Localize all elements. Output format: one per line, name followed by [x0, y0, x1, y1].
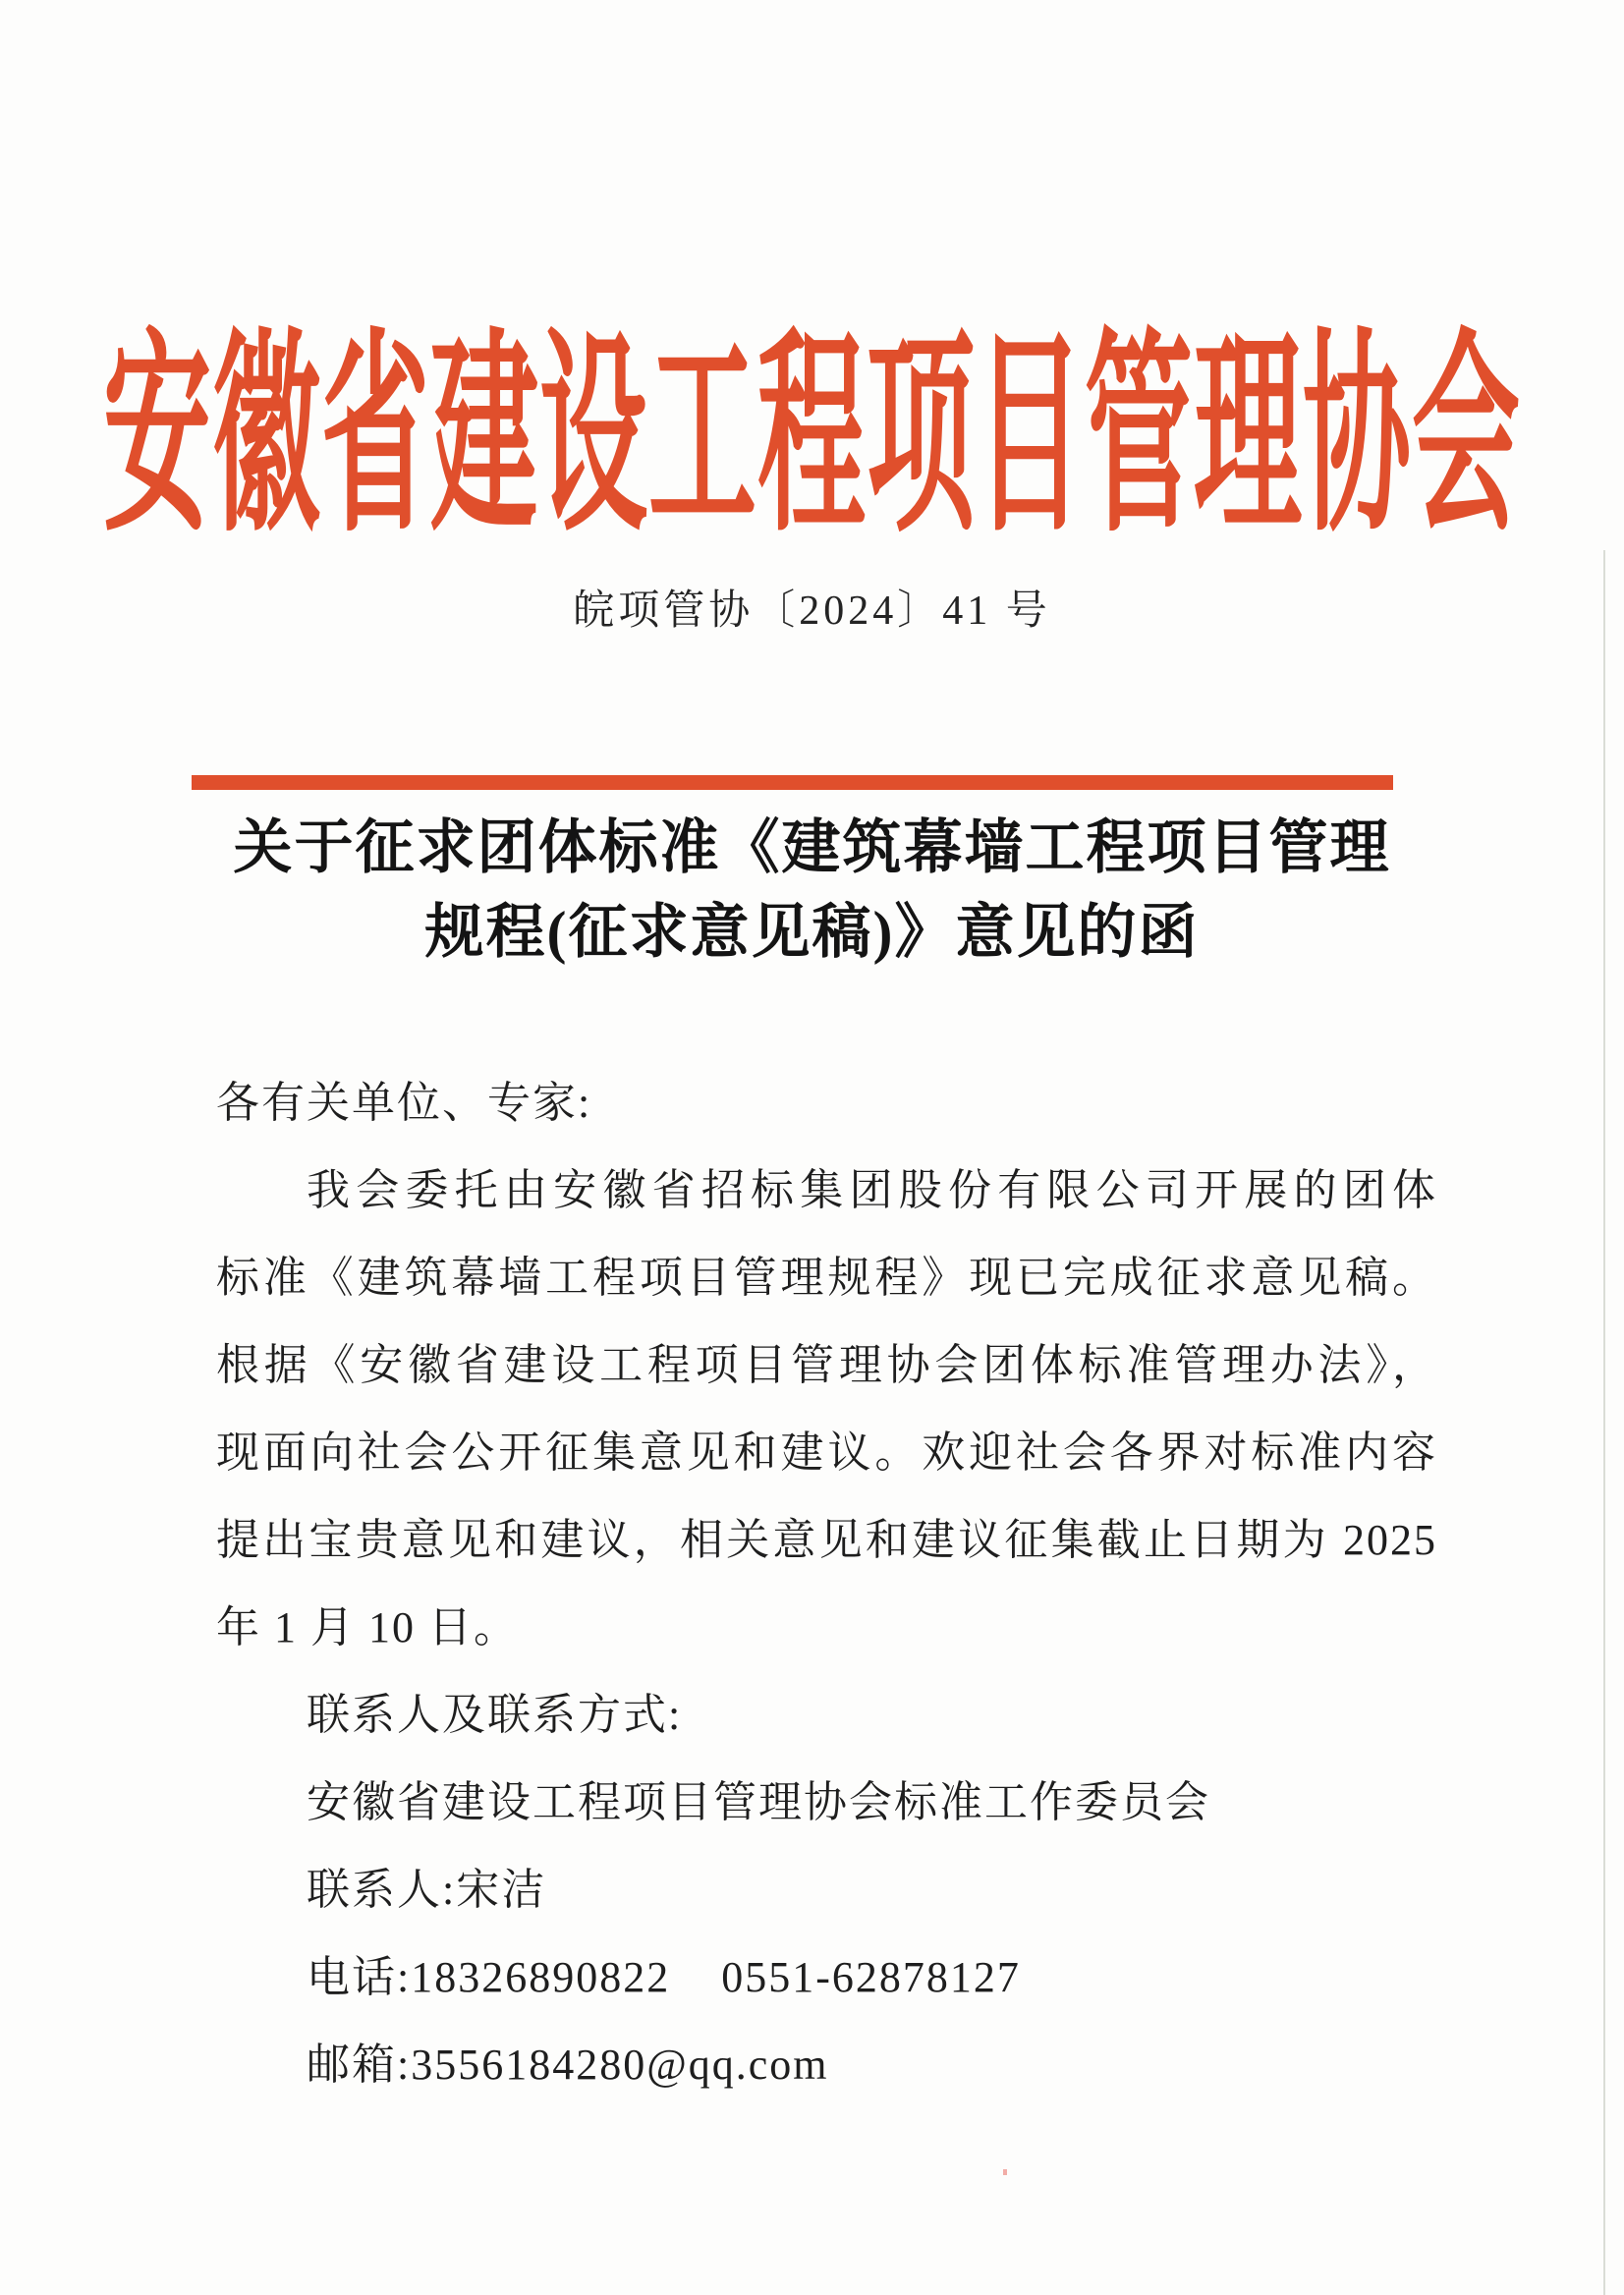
body-line-5: 现面向社会公开征集意见和建议。欢迎社会各界对标准内容 [216, 1428, 1437, 1477]
doc-title-line1: 关于征求团体标准《建筑幕墙工程项目管理 [233, 815, 1391, 880]
body-line-4: 根据《安徽省建设工程项目管理协会团体标准管理办法》， [216, 1341, 1437, 1389]
body-line-11: 电话:18326890822 0551-62878127 [307, 1953, 1021, 2001]
body-line-8: 联系人及联系方式: [307, 1691, 683, 1739]
body-line-12: 邮箱:3556184280@qq.com [307, 2041, 829, 2089]
body-line-3: 标准《建筑幕墙工程项目管理规程》现已完成征求意见稿。 [216, 1254, 1437, 1302]
body-line-9: 安徽省建设工程项目管理协会标准工作委员会 [307, 1778, 1210, 1826]
body-line-2: 我会委托由安徽省招标集团股份有限公司开展的团体 [307, 1166, 1437, 1214]
body-line-6: 提出宝贵意见和建议，相关意见和建议征集截止日期为 2025 [216, 1516, 1437, 1564]
body-line-7: 年 1 月 10 日。 [216, 1603, 519, 1651]
body-line-10: 联系人:宋洁 [307, 1866, 547, 1914]
doc-number: 皖项管协〔2024〕41 号 [573, 588, 1051, 634]
letter-body [216, 1059, 1437, 2108]
red-divider-line [192, 775, 1393, 790]
org-name-text: 安徽省建设工程项目管理协会 [103, 317, 1521, 557]
doc-title [0, 806, 1624, 975]
scan-speck-artifact [1003, 2169, 1007, 2175]
scan-edge-artifact [1603, 550, 1605, 2295]
org-letterhead [0, 317, 1624, 557]
doc-title-line2: 规程(征求意见稿)》意见的函 [424, 900, 1200, 965]
body-line-1: 各有关单位、专家: [216, 1079, 592, 1127]
